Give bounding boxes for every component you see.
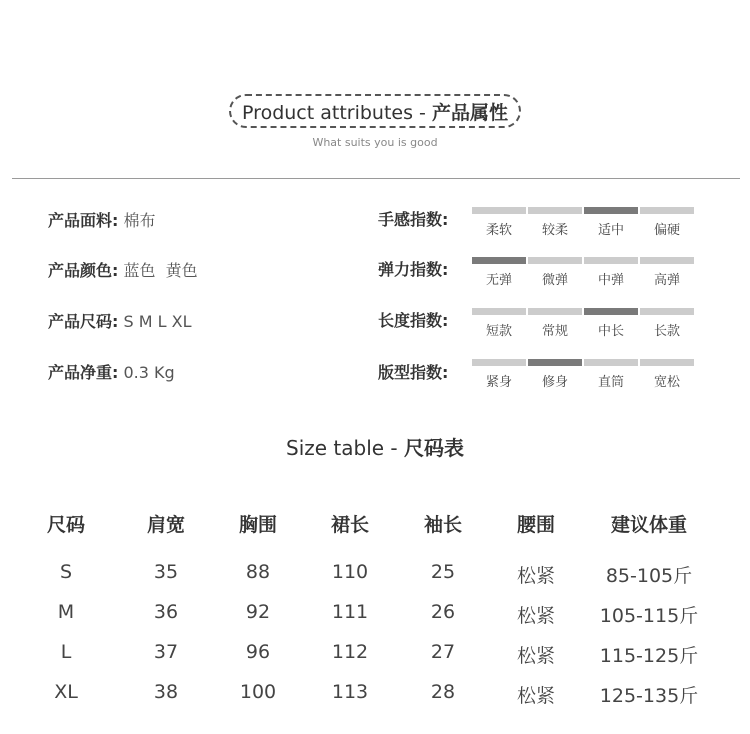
size-table-cell: 28 bbox=[430, 681, 456, 703]
size-table-cell: S bbox=[59, 561, 73, 583]
index-option-label: 较柔 bbox=[541, 223, 568, 238]
index-option-label: 高弹 bbox=[653, 273, 680, 288]
index-option-label: 偏硬 bbox=[653, 223, 680, 238]
attribute-fabric bbox=[48, 208, 156, 231]
size-table-cell: 125-135斤 bbox=[599, 685, 699, 707]
index-option bbox=[640, 207, 694, 238]
size-table-header-cell: 建议体重 bbox=[610, 514, 687, 536]
index-option bbox=[472, 359, 526, 390]
index-label-length: 长度指数: bbox=[378, 311, 449, 330]
size-table-header-cell: 胸围 bbox=[238, 514, 277, 536]
index-option-bar bbox=[640, 257, 694, 264]
index-option bbox=[528, 257, 582, 288]
attribute-size bbox=[48, 309, 192, 332]
section-divider bbox=[12, 178, 740, 179]
index-option-selected bbox=[584, 308, 638, 339]
size-table-cell: 88 bbox=[245, 561, 271, 583]
attribute-label: 产品颜色: bbox=[48, 261, 119, 280]
index-option-label: 宽松 bbox=[653, 375, 680, 390]
index-option-selected bbox=[472, 257, 526, 288]
size-table-cell: 111 bbox=[331, 601, 369, 623]
size-table-cell: 113 bbox=[331, 681, 369, 703]
size-table-cell: 105-115斤 bbox=[599, 605, 699, 627]
section-subtitle: What suits you is good bbox=[312, 136, 438, 149]
size-table-cell: 112 bbox=[331, 641, 369, 663]
index-option bbox=[640, 359, 694, 390]
attribute-color bbox=[48, 258, 198, 281]
attribute-value: S M L XL bbox=[123, 312, 192, 331]
index-option-label: 中弹 bbox=[597, 273, 624, 288]
section-title bbox=[242, 98, 508, 125]
size-table-cell: 松紧 bbox=[516, 565, 555, 587]
size-table-header-cell: 肩宽 bbox=[146, 514, 185, 536]
index-option-label: 柔软 bbox=[485, 223, 512, 238]
size-table-title bbox=[0, 432, 750, 461]
attribute-value: 棉布 bbox=[123, 211, 156, 230]
index-option-bar bbox=[640, 359, 694, 366]
size-table-cell: 38 bbox=[153, 681, 179, 703]
size-table-cell: 85-105斤 bbox=[605, 565, 693, 587]
section-title-cn: 产品属性 bbox=[431, 101, 508, 124]
size-table-cell: 25 bbox=[430, 561, 456, 583]
size-table-cell: 100 bbox=[239, 681, 277, 703]
size-table-header-cell: 裙长 bbox=[330, 514, 369, 536]
index-option-bar bbox=[528, 359, 582, 366]
index-label-fit: 版型指数: bbox=[378, 363, 449, 382]
attribute-label: 产品尺码: bbox=[48, 312, 119, 331]
attribute-weight bbox=[48, 360, 175, 383]
index-option-bar bbox=[584, 257, 638, 264]
index-option-bar bbox=[584, 207, 638, 214]
index-option bbox=[584, 257, 638, 288]
attribute-label: 产品面料: bbox=[48, 211, 119, 230]
index-option-bar bbox=[584, 308, 638, 315]
size-table-header-cell: 腰围 bbox=[516, 514, 555, 536]
size-table-cell: 110 bbox=[331, 561, 369, 583]
index-option-bar bbox=[472, 257, 526, 264]
size-table-cell: 92 bbox=[245, 601, 271, 623]
index-option bbox=[640, 308, 694, 339]
index-option-selected bbox=[528, 359, 582, 390]
size-table-cell: 36 bbox=[153, 601, 179, 623]
size-table-title-cn: 尺码表 bbox=[404, 436, 464, 460]
index-option-label: 短款 bbox=[485, 324, 512, 339]
attribute-value: 蓝色 黄色 bbox=[123, 261, 198, 280]
index-option bbox=[528, 308, 582, 339]
index-option-bar bbox=[472, 308, 526, 315]
index-option bbox=[472, 308, 526, 339]
size-table-title-en: Size table - bbox=[286, 436, 404, 460]
index-option-bar bbox=[640, 308, 694, 315]
index-option-label: 长款 bbox=[653, 324, 680, 339]
index-label-elasticity: 弹力指数: bbox=[378, 260, 449, 279]
index-option-label: 无弹 bbox=[485, 273, 512, 288]
size-table-cell: 115-125斤 bbox=[599, 645, 699, 667]
section-title-badge bbox=[229, 94, 521, 128]
size-table-cell: 96 bbox=[245, 641, 271, 663]
index-option-label: 修身 bbox=[541, 375, 568, 390]
section-title-en: Product attributes - bbox=[242, 101, 432, 124]
index-scale-elasticity bbox=[472, 257, 694, 293]
index-option bbox=[528, 207, 582, 238]
size-table-header-cell: 尺码 bbox=[46, 514, 85, 536]
index-option-bar bbox=[528, 257, 582, 264]
index-option bbox=[584, 359, 638, 390]
index-option-bar bbox=[528, 308, 582, 315]
index-option-label: 直筒 bbox=[597, 375, 624, 390]
attribute-value: 0.3 Kg bbox=[123, 363, 175, 382]
index-option-label: 紧身 bbox=[485, 375, 512, 390]
index-option-selected bbox=[584, 207, 638, 238]
index-option bbox=[640, 257, 694, 288]
index-option-bar bbox=[528, 207, 582, 214]
size-table-cell: L bbox=[60, 641, 72, 663]
index-option-bar bbox=[640, 207, 694, 214]
index-option-bar bbox=[584, 359, 638, 366]
index-scale-length bbox=[472, 308, 694, 344]
size-table-cell: 37 bbox=[153, 641, 179, 663]
size-table-header-cell: 袖长 bbox=[423, 514, 462, 536]
size-table-cell: XL bbox=[54, 681, 78, 703]
index-option-label: 适中 bbox=[597, 223, 624, 238]
size-table-cell: 27 bbox=[430, 641, 456, 663]
attribute-label: 产品净重: bbox=[48, 363, 119, 382]
index-option-bar bbox=[472, 207, 526, 214]
index-option-label: 中长 bbox=[597, 324, 624, 339]
size-table-cell: 松紧 bbox=[516, 685, 555, 707]
size-table-cell: 26 bbox=[430, 601, 456, 623]
size-table-cell: M bbox=[57, 601, 75, 623]
index-label-hand-feel: 手感指数: bbox=[378, 210, 449, 229]
size-table-cell: 35 bbox=[153, 561, 179, 583]
index-scale-fit bbox=[472, 359, 694, 395]
index-option bbox=[472, 207, 526, 238]
index-option-label: 微弹 bbox=[541, 273, 568, 288]
index-option-label: 常规 bbox=[541, 324, 568, 339]
size-table-cell: 松紧 bbox=[516, 645, 555, 667]
size-table-cell: 松紧 bbox=[516, 605, 555, 627]
index-scale-hand-feel bbox=[472, 207, 694, 243]
index-option-bar bbox=[472, 359, 526, 366]
